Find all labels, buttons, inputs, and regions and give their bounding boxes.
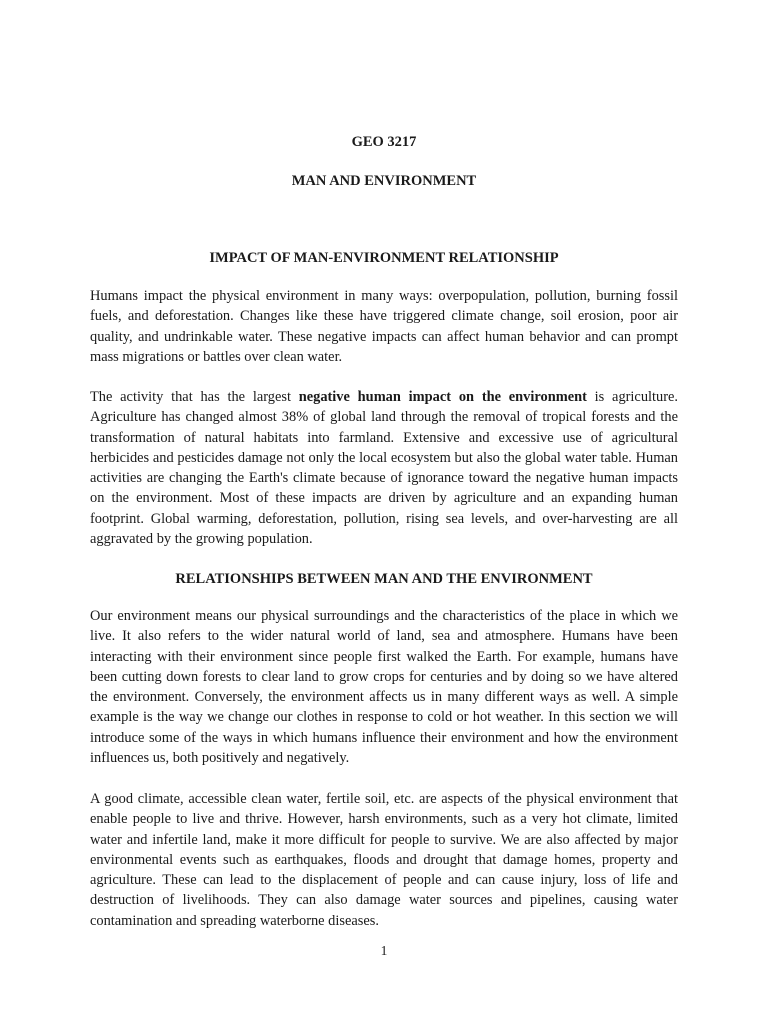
page-number: 1 xyxy=(380,943,388,958)
section-heading-relationships: RELATIONSHIPS BETWEEN MAN AND THE ENVIRONMENT xyxy=(175,571,593,587)
bold-phrase: negative human impact on the environment xyxy=(298,389,587,405)
paragraph-agriculture xyxy=(90,387,678,549)
course-title: MAN AND ENVIRONMENT xyxy=(291,173,477,189)
paragraph-environment-definition: Our environment means our physical surroundings and the characteristics of the place in which we live. It also refers to the wider natural world of land, sea and atmosphere. Humans have been interacting with their environment since people first walked the Earth. For example, humans have been cutting down forests to clear land to grow crops for centuries and by doing so we have altered the environment. Conversely, the environment affects us in many different ways as well. A simple example is the way we change our clothes in response to cold or hot weather. In this section we will introduce some of the ways in which humans influence their environment and how the environment influences us, both positively and negatively. xyxy=(90,608,678,767)
paragraph-climate-effects: A good climate, accessible clean water, fertile soil, etc. are aspects of the physical environment that enable people to live and thrive. However, harsh environments, such as a very hot climate, limited water and infertile land, make it more difficult for people to survive. We are also affected by major environmental events such as earthquakes, floods and drought that damage homes, property and agriculture. These can lead to the displacement of people and can cause injury, loss of life and destruction of livelihoods. They can also damage water sources and pipelines, causing water contamination and spreading waterborne diseases. xyxy=(90,791,678,929)
paragraph-impact-intro: Humans impact the physical environment in many ways: overpopulation, pollution, burning fossil fuels, and deforestation. Changes like these have triggered climate change, soil erosion, poor air quality, and undrinkable water. These negative impacts can affect human behavior and can prompt mass migrations or battles over clean water. xyxy=(90,288,678,365)
paragraph-agriculture-rest: is agriculture. Agriculture has changed almost 38% of global land through the removal of tropical forests and the transformation of natural habitats into farmland. Extensive and excessive use of agricultural herbicides and pesticides damage not only the local ecosystem but also the global water table. Human activities are changing the Earth's climate because of ignorance toward the negative human impacts on the environment. Most of these impacts are driven by agriculture and an expanding human footprint. Global warming, deforestation, pollution, rising sea levels, and over-harvesting are all aggravated by the growing population. xyxy=(90,389,678,548)
section-heading-impact: IMPACT OF MAN-ENVIRONMENT RELATIONSHIP xyxy=(209,250,559,266)
paragraph-agriculture-lead: The activity that has the largest xyxy=(90,389,299,405)
course-code: GEO 3217 xyxy=(351,134,417,150)
